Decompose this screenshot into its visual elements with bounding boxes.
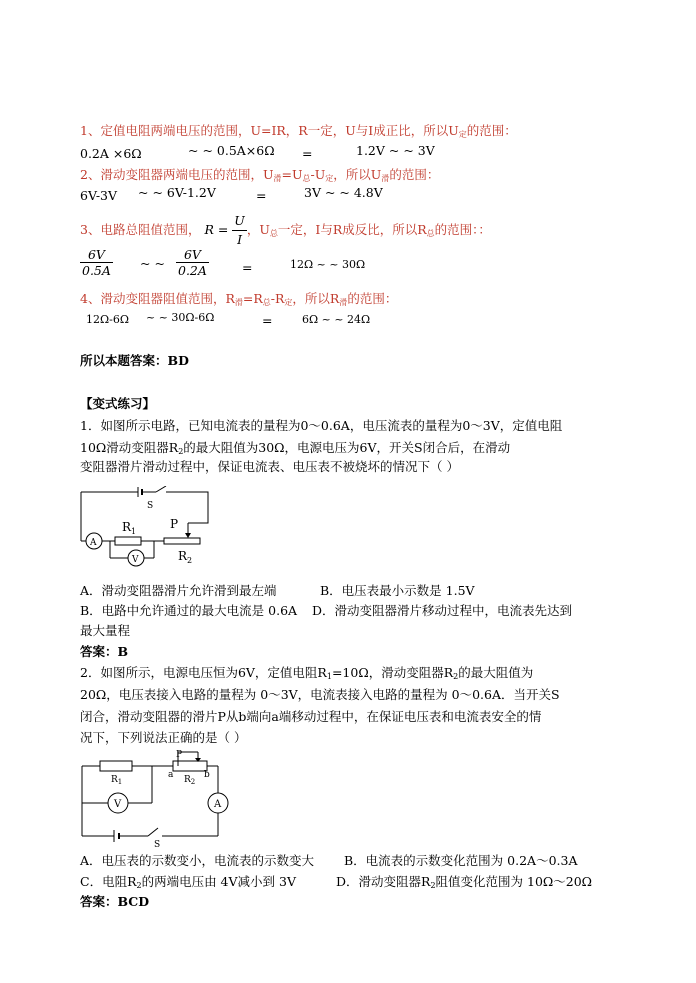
step1-calc-c: = [302,146,313,161]
step3-frac1-num: 6V [80,247,113,263]
step2-calc-a: 6V-3V [80,188,118,203]
q1-resistor-r1 [115,537,141,545]
q2-fig-s: S [154,840,161,848]
step3-eq: = [242,260,253,275]
step2-sub1: 滑 [273,174,282,183]
step2-calc-b: ~ ~ 6V-1.2V [138,185,216,200]
step3-sub2: 总 [426,229,435,238]
q2-option-c [80,873,296,895]
step2-sub2: 总 [302,174,311,183]
q1-line-1: 1．如图所示电路，已知电流表的量程为0～0.6A，电压流表的量程为0～3V，定值电阻 [80,418,563,433]
step2-mid1: =U [281,167,303,182]
step3-calc-2 [176,247,209,278]
step3-formula-fraction [232,212,247,249]
q2-resistor-r1 [100,761,132,771]
q2-line-1-sub1: 1 [326,672,332,681]
q2-fig-b-end: b [204,770,210,780]
step2-sub4: 滑 [381,174,390,183]
q2-switch [148,828,158,836]
q2-fig-amm: A [214,799,222,810]
q2-line-1-sub2: 2 [453,672,459,681]
q1-line-2a: 10Ω滑动变阻器R [80,440,179,455]
step2-sub3: 定 [325,174,334,183]
q1-option-d: D．滑动变阻器滑片移动过程中，电流表先达到 [312,603,573,618]
q1-fig-p: P [170,517,179,531]
q1-option-b: B．电压表最小示数是 1.5V [320,583,475,598]
step3-label: 3、电路总阻值范围， [80,222,201,237]
q2-line-1 [80,664,533,686]
q1-fig-v: V [132,555,139,565]
step3-result: 12Ω ~ ~ 30Ω [290,258,366,271]
q2-fig-p: P [176,750,183,760]
step4-mid2: -R [270,291,285,306]
q2-option-d-2: 阻值变化范围为 10Ω～20Ω [435,874,593,889]
q1-line-2-sub: 2 [178,447,184,456]
step3-tilde: ~ ~ [140,256,165,271]
q1-option-a: A．滑动变阻器滑片允许滑到最左端 [80,583,277,598]
q2-line-1b: =10Ω，滑动变阻器R [331,665,454,680]
q2-option-a: A．电压表的示数变小，电流表的示数变大 [80,853,315,868]
step4-sub4: 滑 [339,298,348,307]
step4-calc-a: 12Ω-6Ω [86,313,129,326]
q2-option-b: B．电流表的示数变化范围为 0.2A～0.3A [344,853,578,868]
step2-label: 2、滑动变阻器两端电压的范围，U [80,167,274,182]
answer-text: 所以本题答案：BD [80,353,189,368]
step4-calc-d: 6Ω ~ ~ 24Ω [302,313,371,326]
step3-fraction-2 [176,247,209,278]
step4-sub2: 总 [262,298,271,307]
step4-sub1: 滑 [234,298,243,307]
step1-label: 1、定值电阻两端电压的范围，U=IR，R一定，U与I成正比，所以U [80,123,459,138]
q1-line-2b: 的最大阻值为30Ω，电源电压为6V，开关S闭合后，在滑动 [183,440,511,455]
step3-formula-lhs: R = [204,222,229,237]
step3-formula-num: U [232,212,247,231]
q2-option-c-2: 的两端电压由 4V减小到 3V [141,874,296,889]
step1-calc-b: ~ ~ 0.5A×6Ω [188,143,275,158]
step1-calc-a: 0.2A ×6Ω [80,146,142,161]
step2-mid2: -U [310,167,326,182]
step1-tail: 的范围： [466,123,517,138]
q2-option-c-sub: 2 [136,881,142,890]
q2-line-1a: 2．如图所示，电源电压恒为6V，定值电阻R [80,665,327,680]
q1-option-c: B．电路中允许通过的最大电流是 0.6A [80,603,298,618]
step2-calc-d: 3V ~ ~ 4.8V [304,185,383,200]
q2-line-2: 20Ω，电压表接入电路的量程为 0～3V，电流表接入电路的量程为 0～0.6A．当开关S [80,687,560,702]
step3-calc [80,247,113,278]
q2-circuit-diagram [78,748,238,848]
q1-switch [156,486,166,492]
step4-sub3: 定 [284,298,293,307]
q2-fig-r1: $R_1$ [111,775,123,786]
step3-frac1-den: 0.5A [82,263,111,278]
step3-tail: 的范围：： [434,222,491,237]
step2-tail: 的范围： [389,167,440,182]
q2-fig-r2: $R_2$ [184,775,196,786]
q1-rheostat-r2 [164,538,200,544]
step2-mid3: ，所以U [333,167,382,182]
q1-fig-r2: $R_2$ [178,549,193,565]
step1-sub: 定 [458,130,467,139]
q1-fig-s: S [147,501,154,511]
step1-text [80,122,517,144]
step2-text [80,166,439,188]
step3-formula-den: I [237,232,243,247]
step2-calc-c: = [256,188,267,203]
q1-line-3: 变阻器滑片滑动过程中，保证电流表、电压表不被烧坏的情况下（ ） [80,459,459,474]
step3-mid2: 一定，I与R成反比，所以R [277,222,427,237]
step1-calc-d: 1.2V ~ ~ 3V [356,143,435,158]
q2-option-d [336,873,592,895]
q1-fig-a: A [90,538,97,548]
q2-fig-a-end: a [168,770,174,780]
q1-fig-r1: $R_1$ [122,520,137,536]
step3-frac2-den: 0.2A [178,263,207,278]
step4-text [80,290,397,312]
step3-mid1: ，U [246,222,270,237]
q2-line-4: 况下，下列说法正确的是（ ） [80,730,247,745]
step4-tail: 的范围： [347,291,398,306]
step4-mid1: =R [242,291,263,306]
q2-option-c-1: C．电阻R [80,874,137,889]
q2-option-d-1: D．滑动变阻器R [336,874,431,889]
q2-answer: 答案：BCD [80,894,150,909]
q2-fig-v: V [114,799,122,810]
step3-frac2-num: 6V [176,247,209,263]
q2-line-3: 闭合，滑动变阻器的滑片P从b端向a端移动过程中，在保证电压表和电流表安全的情 [80,709,542,724]
step4-calc-c: = [262,313,273,328]
q2-line-1c: 的最大阻值为 [458,665,534,680]
q2-option-d-sub: 2 [430,881,436,890]
q1-circuit-diagram [78,486,214,572]
step3-sub1: 总 [269,229,278,238]
step3-text [80,212,491,249]
step4-label: 4、滑动变阻器阻值范围，R [80,291,235,306]
q1-option-d-cont: 最大量程 [80,623,131,638]
step4-calc-b: ~ ~ 30Ω-6Ω [146,311,215,324]
practice-heading: 【变式练习】 [80,396,156,411]
step4-mid3: ，所以R [292,291,340,306]
q1-answer: 答案：B [80,644,129,659]
step3-fraction-1 [80,247,113,278]
